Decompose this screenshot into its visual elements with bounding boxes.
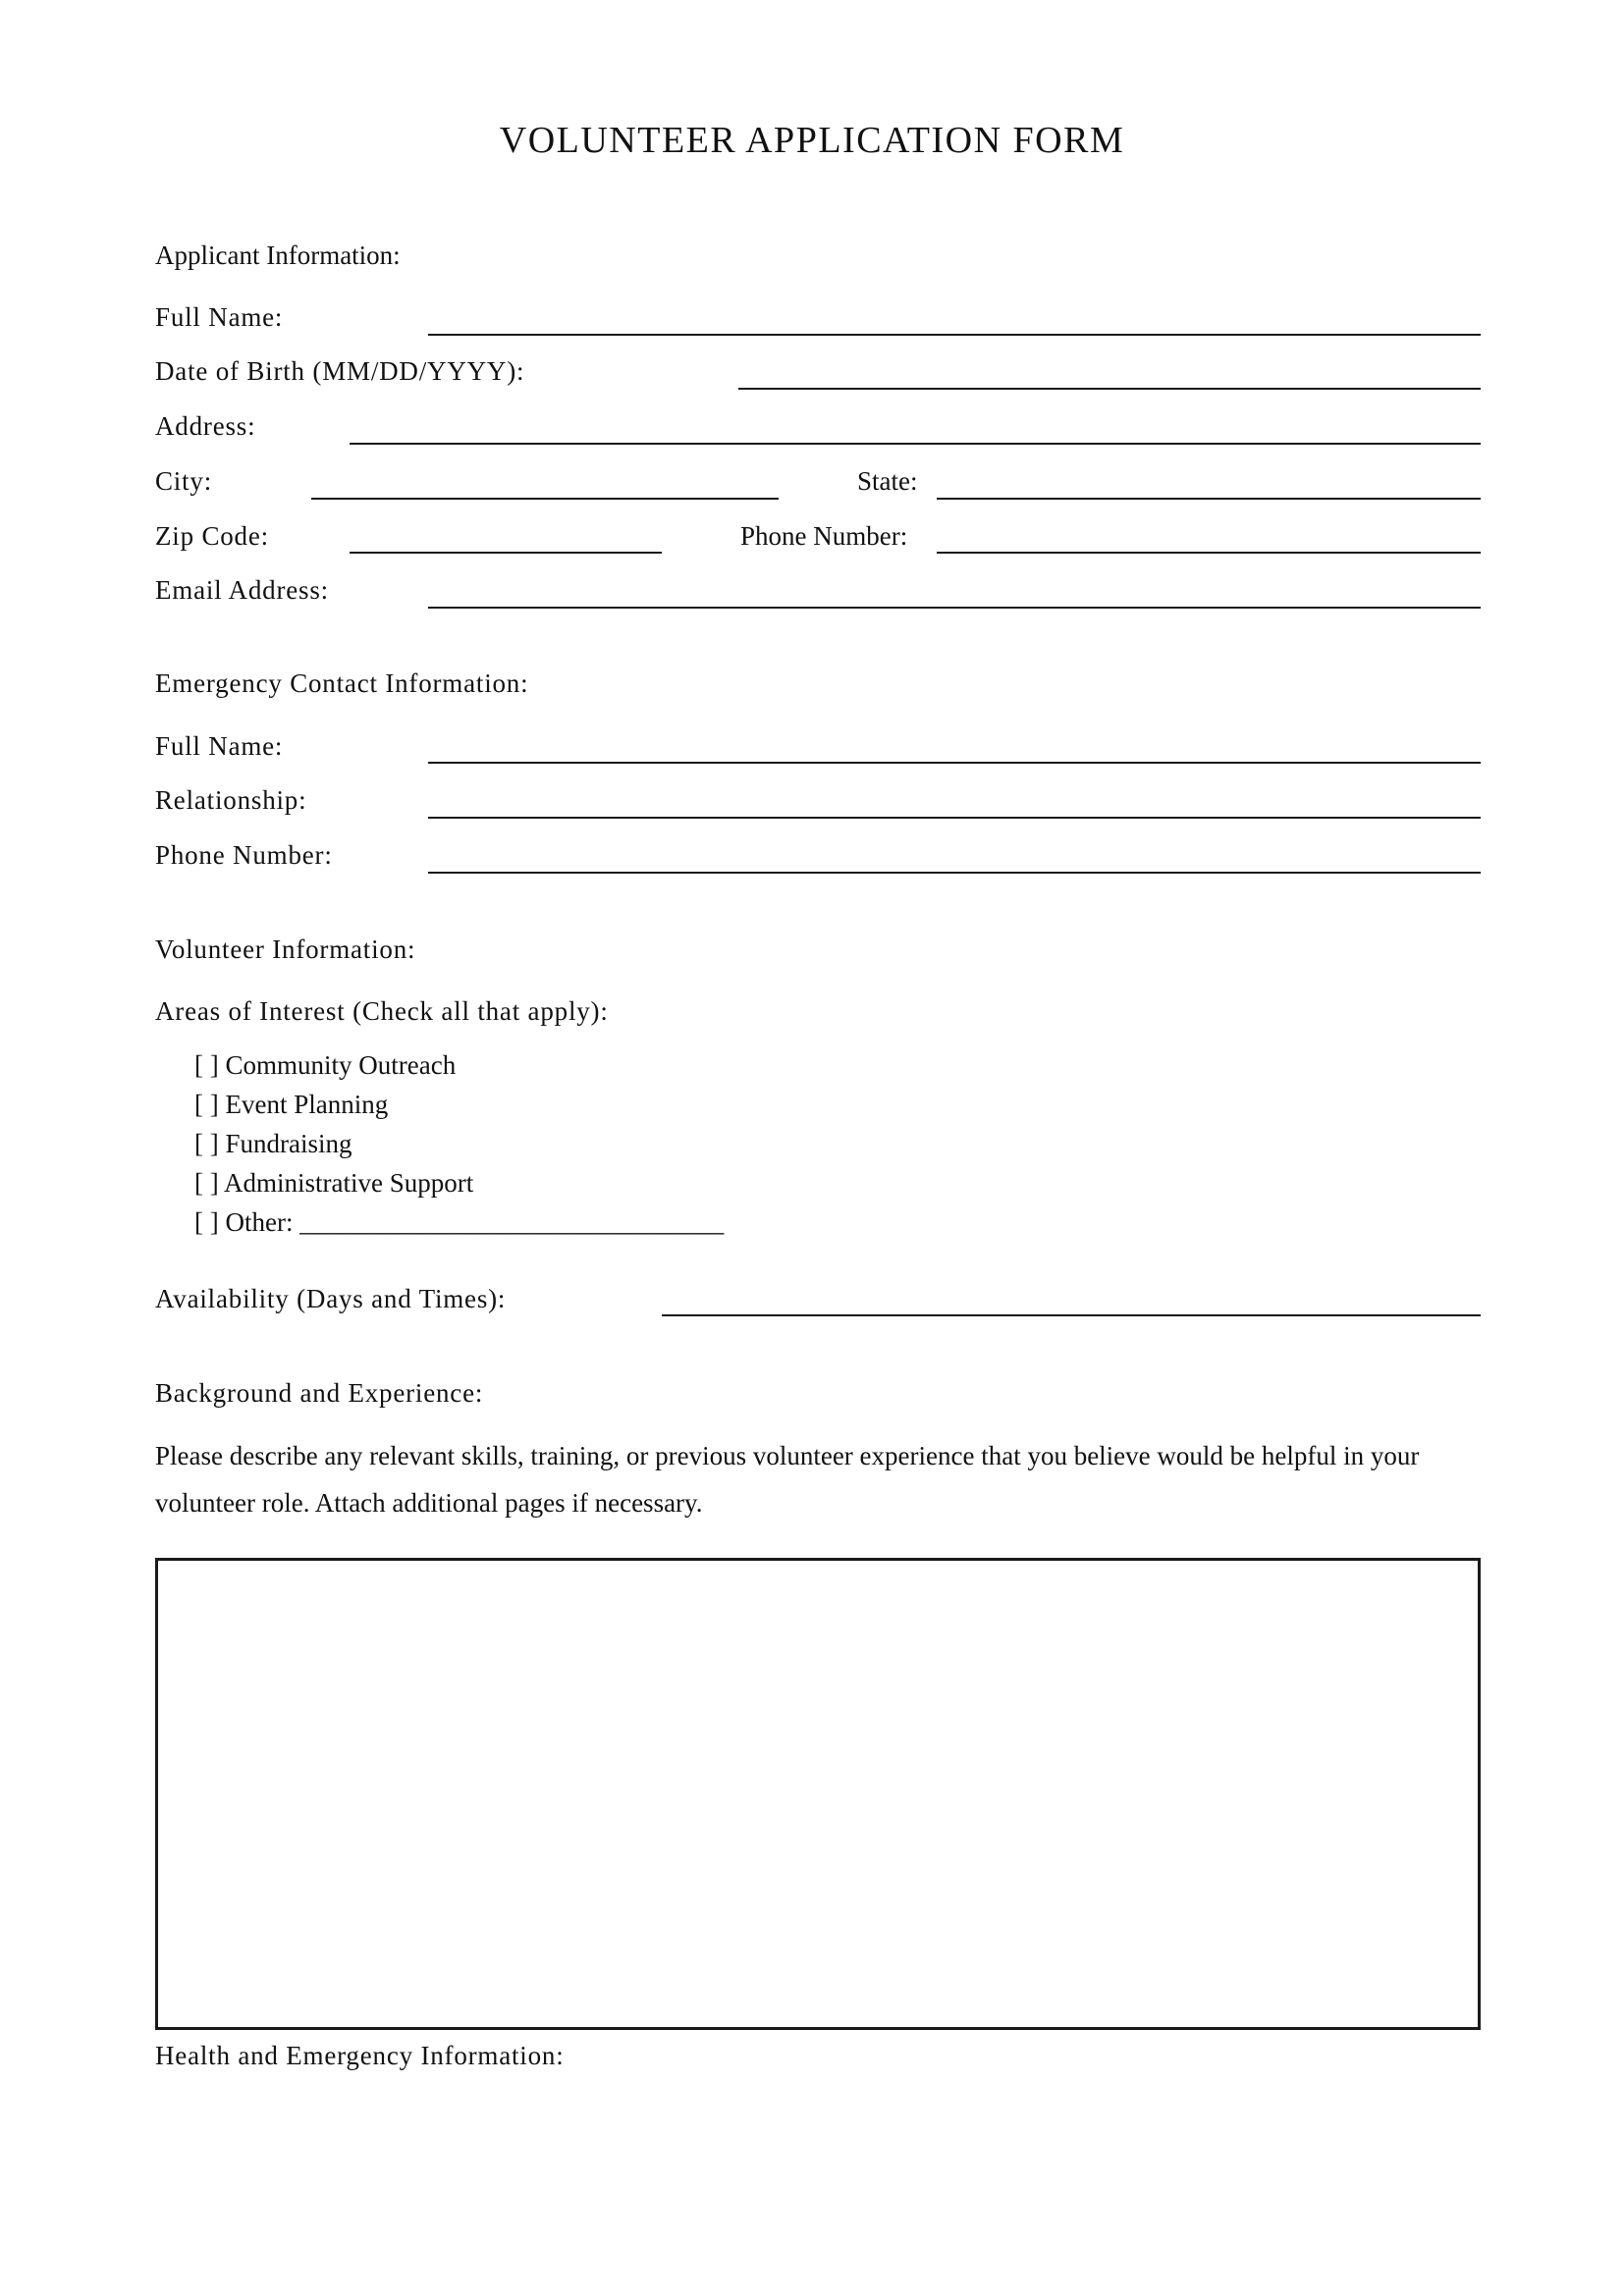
applicant-dob-label: Date of Birth (MM/DD/YYYY): [155,356,525,386]
interest-checkbox-other[interactable] [194,1206,724,1238]
applicant-address-field[interactable] [350,443,1481,445]
areas-of-interest-label: Areas of Interest (Check all that apply): [155,996,609,1026]
interest-label: Other: ________________________________ [225,1207,725,1237]
interest-checkbox-fundraising[interactable] [194,1128,352,1159]
applicant-full-name-field[interactable] [428,334,1481,336]
applicant-email-field[interactable] [428,607,1481,609]
interest-label: Fundraising [225,1129,352,1158]
background-experience-textbox[interactable] [155,1558,1481,2030]
emergency-relationship-field[interactable] [428,817,1481,819]
applicant-phone-label: Phone Number: [740,521,908,551]
applicant-city-field[interactable] [311,498,779,500]
checkbox-marker: [ ] [194,1168,219,1198]
applicant-phone-field[interactable] [937,552,1481,554]
emergency-full-name-label: Full Name: [155,731,284,761]
applicant-section-heading: Applicant Information: [155,240,401,270]
background-section-heading: Background and Experience: [155,1378,484,1408]
volunteer-section-heading: Volunteer Information: [155,934,416,964]
interest-label: Administrative Support [224,1168,474,1198]
applicant-zip-field[interactable] [350,552,662,554]
checkbox-marker: [ ] [194,1090,219,1119]
checkbox-marker: [ ] [194,1050,219,1080]
health-section-heading: Health and Emergency Information: [155,2041,565,2070]
applicant-dob-field[interactable] [738,388,1481,390]
interest-label: Event Planning [225,1090,389,1119]
emergency-phone-label: Phone Number: [155,840,333,870]
applicant-email-label: Email Address: [155,575,329,605]
applicant-state-field[interactable] [937,498,1481,500]
interest-checkbox-administrative-support[interactable] [194,1167,473,1199]
availability-field[interactable] [662,1314,1481,1316]
applicant-city-label: City: [155,466,213,496]
emergency-relationship-label: Relationship: [155,785,307,815]
emergency-full-name-field[interactable] [428,762,1481,764]
availability-label: Availability (Days and Times): [155,1284,507,1313]
interest-checkbox-event-planning[interactable] [194,1089,388,1120]
applicant-state-label: State: [857,466,918,496]
emergency-phone-field[interactable] [428,872,1481,874]
background-description-line-1: Please describe any relevant skills, training, or previous volunteer experience that you believe would be helpful in your [155,1441,1420,1470]
background-description-line-2: volunteer role. Attach additional pages if necessary. [155,1488,703,1518]
checkbox-marker: [ ] [194,1129,219,1158]
emergency-section-heading: Emergency Contact Information: [155,668,529,698]
interest-checkbox-community-outreach[interactable] [194,1049,456,1081]
applicant-address-label: Address: [155,411,256,441]
checkbox-marker: [ ] [194,1207,219,1237]
applicant-full-name-label: Full Name: [155,302,284,332]
form-title: VOLUNTEER APPLICATION FORM [499,120,1125,161]
interest-label: Community Outreach [225,1050,457,1080]
applicant-zip-label: Zip Code: [155,521,269,551]
